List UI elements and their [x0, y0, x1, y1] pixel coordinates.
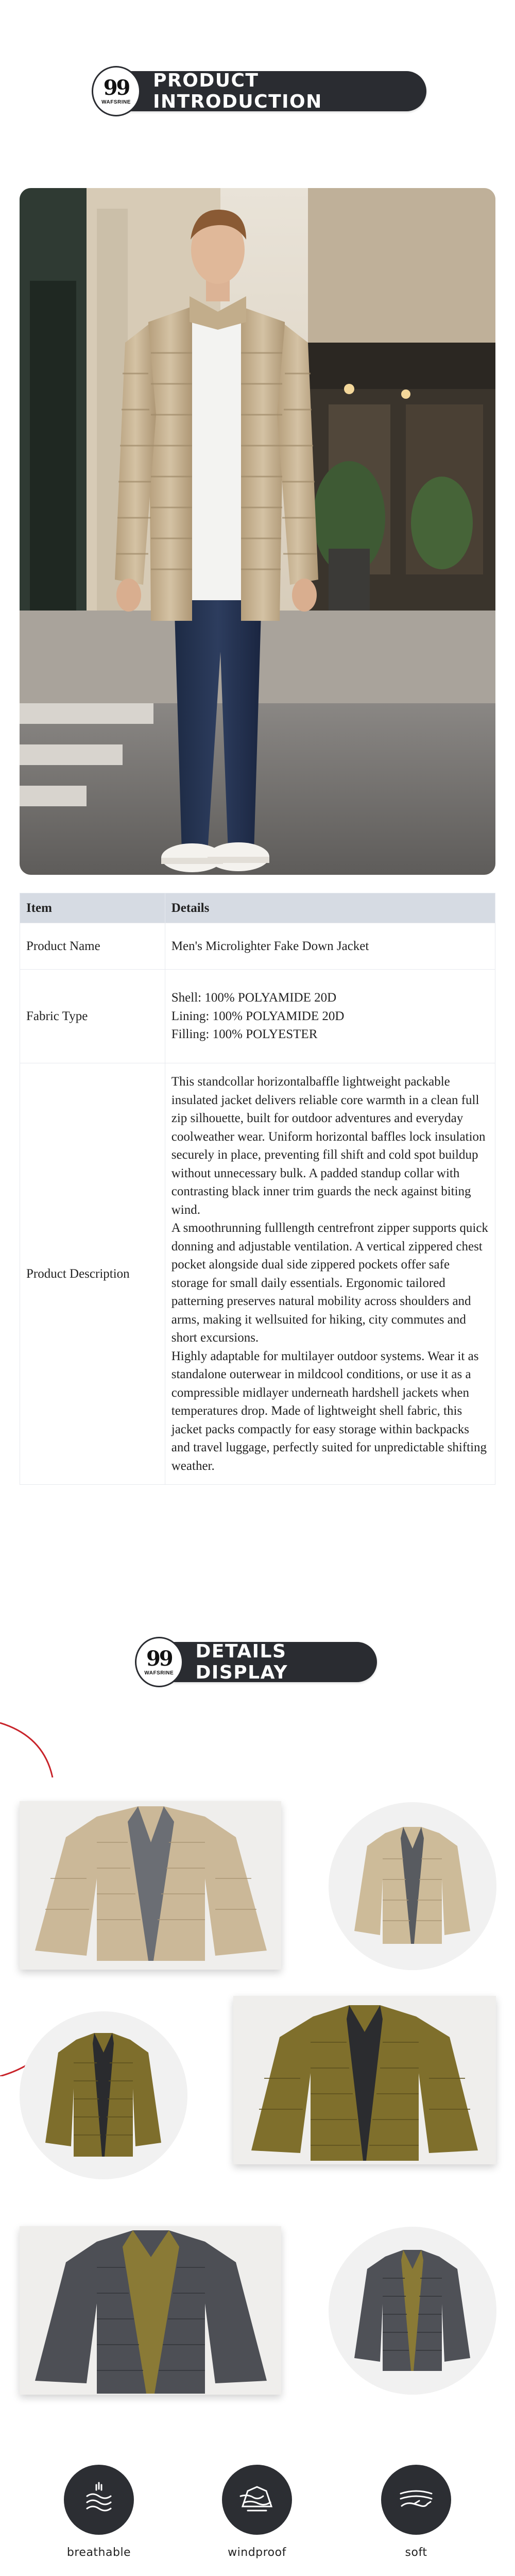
brand-logo-number: 99 [146, 1646, 172, 1671]
description-paragraph: Highly adaptable for multilayer outdoor systems. Wear it as standalone outerwear in mildcool conditions, or use it as a compressible midlayer underneath hardshell jackets when temperatures drop. Made of lightweight shell fabric, this jacket packs compactly for easy storage within backpacks and travel luggage, perfectly suited for unpredictable shifting weather. [171, 1349, 487, 1473]
fabric-shell: Shell: 100% POLYAMIDE 20D [171, 991, 337, 1005]
fabric-lining: Lining: 100% POLYAMIDE 20D [171, 1009, 345, 1023]
olive-jacket-round-photo [20, 2011, 187, 2179]
details-display-header [140, 1642, 377, 1682]
feature-label: breathable [66, 2546, 131, 2559]
feature-windproof [205, 2465, 308, 2559]
beige-jacket-round-photo [329, 1802, 496, 1970]
table-header-row [20, 893, 495, 923]
product-description-label: Product Description [20, 1063, 165, 1485]
brand-logo [135, 1637, 183, 1687]
charcoal-jacket-round-photo [329, 2227, 496, 2395]
brand-logo-text: WAFSRINE [101, 99, 131, 105]
brand-logo-text: WAFSRINE [144, 1670, 174, 1676]
product-spec-table [20, 893, 495, 1485]
brand-logo-number: 99 [103, 75, 129, 100]
fabric-type-label: Fabric Type [20, 970, 165, 1063]
feature-soft [365, 2465, 468, 2559]
beige-jacket-interior-photo [20, 1801, 281, 1970]
table-header-details: Details [165, 893, 495, 923]
hero-model-photo [20, 188, 495, 875]
product-name-value: Men's Microlighter Fake Down Jacket [165, 923, 495, 970]
feature-label: windproof [228, 2546, 286, 2559]
description-paragraph: This standcollar horizontalbaffle lightweight packable insulated jacket delivers reliable core warmth in a clean full zip silhouette, built for outdoor adventures and everyday coolweather wear. Uniform horizontal baffles lock insulation securely in place, preventing fill shift and cold spot buildup without unnecessary bulk. A padded standup collar with contrasting black inner trim guards the neck against biting wind. [171, 1075, 486, 1217]
olive-jacket-front-photo [233, 1996, 496, 2164]
table-row [20, 923, 495, 970]
table-row [20, 970, 495, 1063]
product-description-value [165, 1063, 495, 1485]
charcoal-jacket-interior-photo [20, 2226, 281, 2395]
breathable-icon [81, 2481, 117, 2519]
section-title: PRODUCT INTRODUCTION [153, 70, 322, 112]
section-title: DETAILS DISPLAY [195, 1641, 288, 1683]
fabric-type-value [165, 970, 495, 1063]
table-row [20, 1063, 495, 1485]
product-name-label: Product Name [20, 923, 165, 970]
feature-label: soft [405, 2546, 427, 2559]
description-paragraph: A smoothrunning fulllength centrefront zipper supports quick donning and adjustable ventilation. A vertical zippered chest pocket alongside dual side zippered pockets offer safe storage for small daily essentials. Ergonomic tailored patterning preserves natural mobility across shoulders and arms, making it wellsuited for hiking, city commutes and short excursions. [171, 1221, 488, 1345]
soft-icon [397, 2483, 436, 2517]
brand-logo [92, 66, 141, 116]
windproof-icon [237, 2481, 277, 2519]
product-introduction-header [97, 71, 426, 111]
feature-breathable [47, 2465, 150, 2559]
fabric-filling: Filling: 100% POLYESTER [171, 1027, 318, 1042]
table-header-item: Item [20, 893, 165, 923]
